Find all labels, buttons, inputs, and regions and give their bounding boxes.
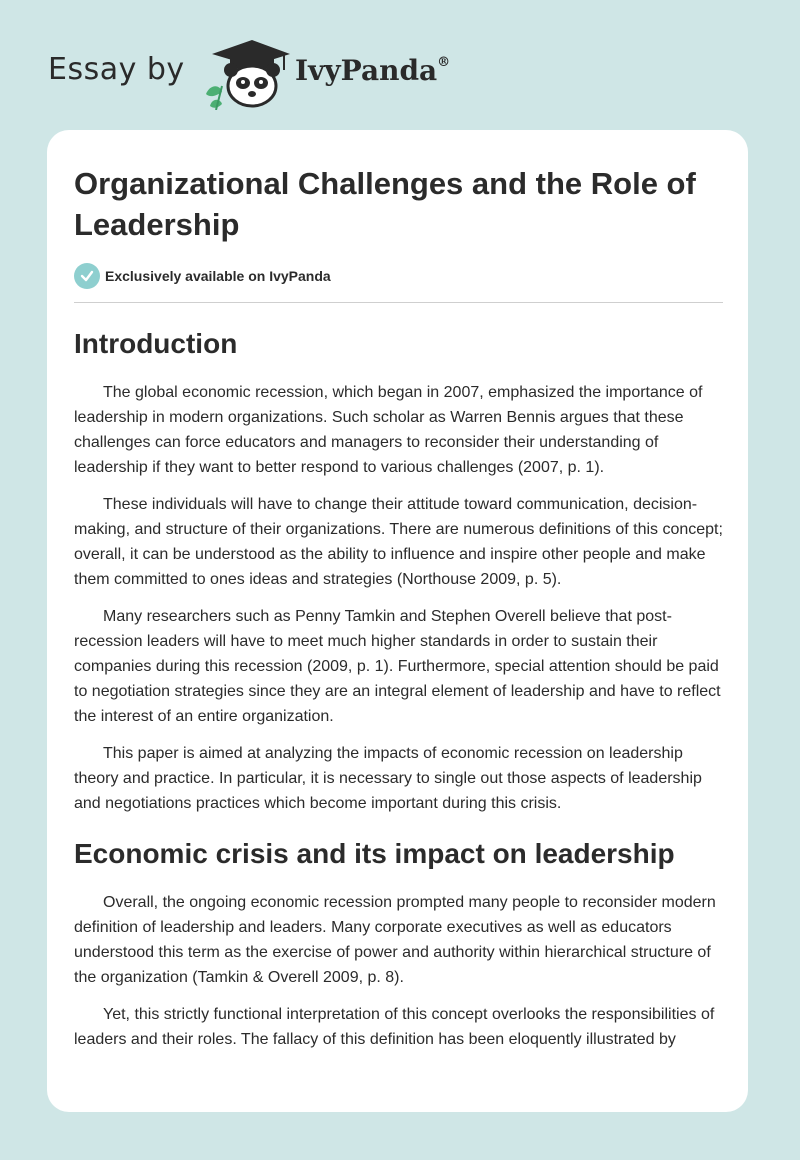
paragraph: The global economic recession, which began in 2007, emphasized the importance of leadership in modern organizations. Such scholar as Warren Bennis argues that these challenges can force educators and managers to reconsider their understanding of leadership if they want to better respond to various challenges (2007, p. 1). — [74, 384, 703, 476]
essay-card — [47, 130, 748, 1112]
paragraph: These individuals will have to change their attitude toward communication, decision-making, and structure of their organizations. There are numerous definitions of this concept; overall, it can be understood as the ability to influence and inspire other people and make them committed to ones ideas and strategies (Northouse 2009, p. 5). — [74, 496, 723, 588]
ivypanda-logo-icon — [200, 34, 292, 110]
paragraph: Many researchers such as Penny Tamkin and Stephen Overell believe that post-recession leaders will have to meet much higher standards in order to sustain their companies during this recession (2009, p. 1). Furthermore, special attention should be paid to negotiation strategies since they are an integral element of leadership and have to reflect the interest of an entire organization. — [74, 608, 721, 725]
section-heading-economic-crisis: Economic crisis and its impact on leadership — [74, 838, 675, 869]
paragraph: Overall, the ongoing economic recession prompted many people to reconsider modern definition of leadership and leaders. Many corporate executives as well as educators understood this term as the exercise of power and authority within hierarchical structure of the organization (Tamkin & Overell 2009, p. 8). — [74, 894, 716, 986]
exclusive-badge — [74, 262, 331, 290]
exclusive-badge-text: Exclusively available on IvyPanda — [105, 268, 331, 284]
divider — [74, 302, 723, 303]
site-header — [48, 34, 748, 114]
essay-title: Organizational Challenges and the Role of Leadership — [74, 166, 696, 242]
brand-name — [295, 54, 450, 87]
section-heading-introduction: Introduction — [74, 328, 238, 359]
check-icon — [74, 263, 100, 289]
registered-mark: ® — [437, 54, 451, 70]
paragraph: This paper is aimed at analyzing the impacts of economic recession on leadership theory and practice. In particular, it is necessary to single out those aspects of leadership and negotiations practices which become important during this crisis. — [74, 745, 702, 812]
essay-by-label: Essay by — [48, 52, 185, 87]
paragraph: Yet, this strictly functional interpretation of this concept overlooks the responsibilities of leaders and their roles. The fallacy of this definition has been eloquently illustrated by — [74, 1006, 715, 1048]
brand-text: IvyPanda — [295, 54, 438, 87]
essay-body — [74, 318, 723, 1064]
